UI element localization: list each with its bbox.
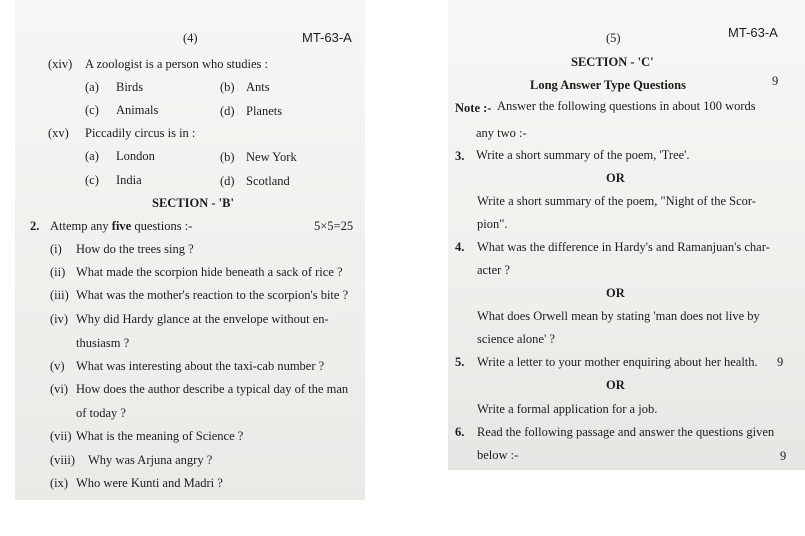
sub-question-text: Why did Hardy glance at the envelope without en- [76, 312, 329, 326]
q14-option-d-label: (d) [220, 104, 235, 118]
q6-text: Read the following passage and answer the questions given [477, 425, 775, 439]
sub-question-number: (vii) [50, 429, 72, 443]
long-answer-heading: Long Answer Type Questions [530, 78, 686, 92]
q14-text: A zoologist is a person who studies : [85, 57, 268, 71]
note-text: Answer the following questions in about 100 words [497, 99, 756, 113]
q15-text: Piccadily circus is in : [85, 126, 196, 140]
q2-marks: 5×5=25 [314, 219, 354, 233]
q15-number: (xv) [48, 126, 69, 140]
q4-continuation: acter ? [477, 263, 510, 277]
q14-option-b-label: (b) [220, 80, 235, 94]
sub-question-text: What was interesting about the taxi-cab number ? [76, 359, 325, 373]
q3-alt-text: Write a short summary of the poem, "Night of the Scor- [477, 194, 756, 208]
q3-text: Write a short summary of the poem, 'Tree'. [476, 148, 690, 162]
sub-question-text: How does the author describe a typical day of the man [76, 382, 349, 396]
sub-question-text: Why was Arjuna angry ? [88, 453, 213, 467]
sub-question-continuation: thusiasm ? [76, 336, 130, 350]
q14-option-b: Ants [246, 80, 270, 94]
q15-option-b-label: (b) [220, 150, 235, 164]
q3-alt-continuation: pion". [477, 217, 508, 231]
sub-question-text: What made the scorpion hide beneath a sack of rice ? [76, 265, 343, 279]
q14-option-d: Planets [246, 104, 283, 118]
sub-question-number: (iii) [50, 288, 69, 302]
q4-alt-text: What does Orwell mean by stating 'man does not live by [477, 309, 760, 323]
q15-option-a: London [116, 149, 155, 163]
sub-question-number: (iv) [50, 312, 69, 326]
q5-number: 5. [455, 355, 465, 369]
sub-question-text: What was the mother's reaction to the scorpion's bite ? [76, 288, 349, 302]
section-b-heading: SECTION - 'B' [152, 196, 234, 210]
sub-question-number: (ix) [50, 476, 69, 490]
sub-question-number: (i) [50, 242, 62, 256]
sub-question-text: Who were Kunti and Madri ? [76, 476, 223, 490]
q14-option-c: Animals [116, 103, 159, 117]
q5-alt-text: Write a formal application for a job. [477, 402, 658, 416]
right-page-number: (5) [606, 31, 621, 45]
q15-option-d: Scotland [246, 174, 290, 188]
q6-marks: 9 [780, 449, 787, 463]
sub-question-text: How do the trees sing ? [76, 242, 194, 256]
long-answer-marks: 9 [772, 74, 779, 88]
note-continuation: any two :- [476, 126, 527, 140]
q14-option-a-label: (a) [85, 80, 99, 94]
or-separator: OR [606, 378, 625, 392]
sub-question-text: What is the meaning of Science ? [76, 429, 244, 443]
q4-alt-continuation: science alone' ? [477, 332, 555, 346]
left-page-number: (4) [183, 31, 198, 45]
q4-number: 4. [455, 240, 465, 254]
sub-question-continuation: of today ? [76, 406, 126, 420]
or-separator: OR [606, 171, 625, 185]
q6-continuation: below :- [477, 448, 519, 462]
q2-number: 2. [30, 219, 40, 233]
q14-option-a: Birds [116, 80, 144, 94]
or-separator: OR [606, 286, 625, 300]
q2-instruction: Attemp any five questions :- [50, 219, 193, 233]
q15-option-b: New York [246, 150, 297, 164]
q4-text: What was the difference in Hardy's and Ramanjuan's char- [477, 240, 770, 254]
q15-option-a-label: (a) [85, 149, 99, 163]
left-page-code: MT-63-A [302, 30, 352, 45]
sub-question-number: (ii) [50, 265, 66, 279]
q15-option-c: India [116, 173, 142, 187]
note-label: Note :- [455, 101, 492, 115]
q3-number: 3. [455, 149, 465, 163]
section-c-heading: SECTION - 'C' [571, 55, 654, 69]
q15-option-d-label: (d) [220, 174, 235, 188]
q15-option-c-label: (c) [85, 173, 99, 187]
sub-question-number: (v) [50, 359, 65, 373]
q5-marks: 9 [777, 355, 784, 369]
q6-number: 6. [455, 425, 465, 439]
right-page [448, 0, 805, 470]
right-page-code: MT-63-A [728, 25, 778, 40]
q14-number: (xiv) [48, 57, 73, 71]
sub-question-number: (vi) [50, 382, 69, 396]
sub-question-number: (viii) [50, 453, 75, 467]
q14-option-c-label: (c) [85, 103, 99, 117]
q5-text: Write a letter to your mother enquiring about her health. [477, 355, 758, 369]
